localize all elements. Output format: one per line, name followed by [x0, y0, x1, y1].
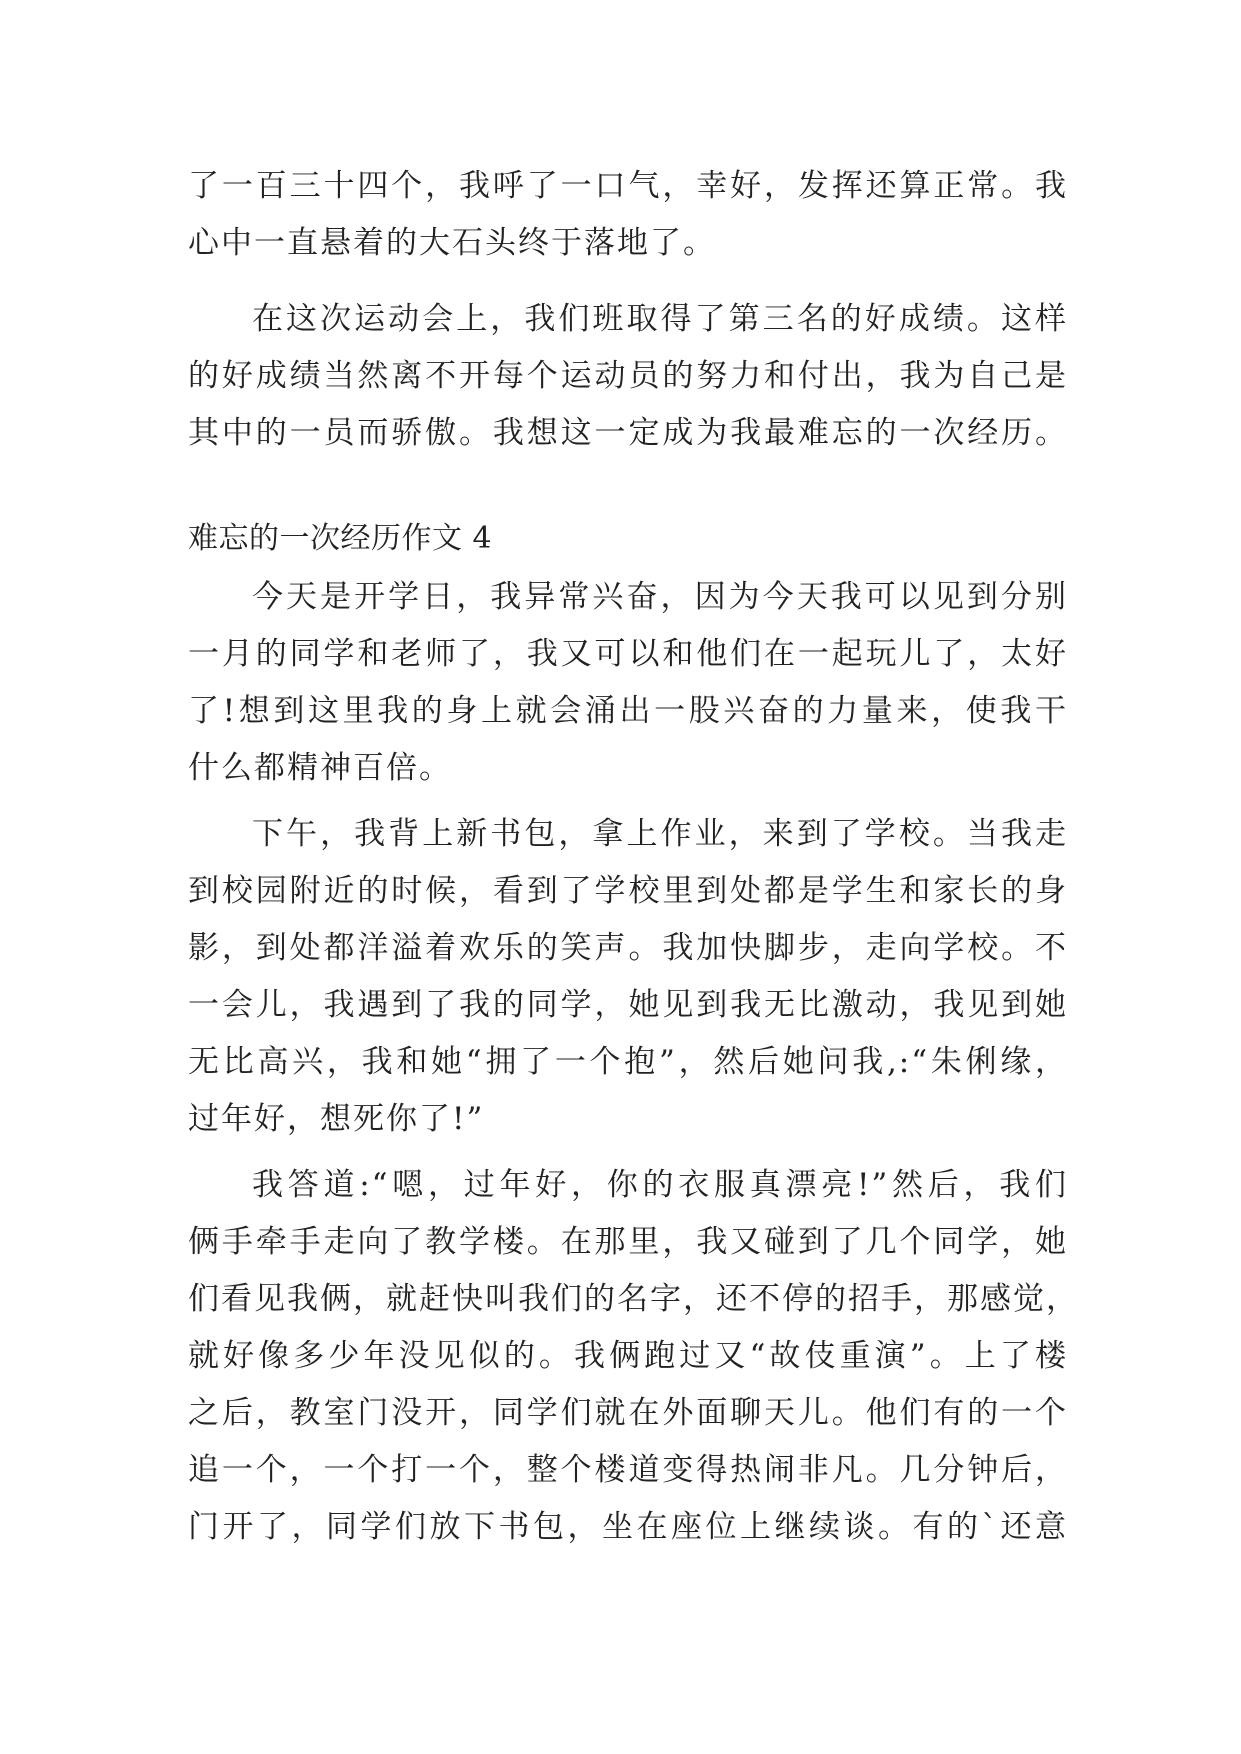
text-line: 一会儿，我遇到了我的同学，她见到我无比激动，我见到她	[188, 987, 1068, 1023]
text-line: 一月的同学和老师了，我又可以和他们在一起玩儿了，太好	[188, 636, 1068, 672]
text-line: 到校园附近的时候，看到了学校里到处都是学生和家长的身	[188, 873, 1068, 909]
paragraph-first-line: 我答道:“嗯，过年好，你的衣服真漂亮!”然后，我们	[252, 1167, 1068, 1203]
text-line: 什么都精神百倍。	[188, 750, 452, 786]
text-line: 的好成绩当然离不开每个运动员的努力和付出，我为自己是	[188, 358, 1068, 394]
text-line: 了一百三十四个，我呼了一口气，幸好，发挥还算正常。我	[188, 168, 1068, 204]
text-line: 了!想到这里我的身上就会涌出一股兴奋的力量来，使我干	[188, 693, 1068, 729]
text-line: 心中一直悬着的大石头终于落地了。	[188, 225, 716, 261]
paragraph-first-line: 今天是开学日，我异常兴奋，因为今天我可以见到分别	[252, 579, 1068, 615]
section-title: 难忘的一次经历作文 4	[188, 521, 493, 556]
text-line: 其中的一员而骄傲。我想这一定成为我最难忘的一次经历。	[188, 415, 1068, 451]
text-line: 就好像多少年没见似的。我俩跑过又“故伎重演”。上了楼	[188, 1338, 1068, 1374]
text-line: 过年好，想死你了!”	[188, 1101, 485, 1137]
text-line: 俩手牵手走向了教学楼。在那里，我又碰到了几个同学，她	[188, 1224, 1068, 1260]
text-line: 影，到处都洋溢着欢乐的笑声。我加快脚步，走向学校。不	[188, 930, 1068, 966]
paragraph-first-line: 下午，我背上新书包，拿上作业，来到了学校。当我走	[252, 816, 1068, 852]
text-line: 门开了，同学们放下书包，坐在座位上继续谈。有的`还意	[188, 1509, 1068, 1545]
text-line: 们看见我俩，就赶快叫我们的名字，还不停的招手，那感觉，	[188, 1281, 1079, 1317]
text-line: 追一个，一个打一个，整个楼道变得热闹非凡。几分钟后，	[188, 1452, 1068, 1488]
text-line: 无比高兴，我和她“拥了一个抱”，然后她问我,:“朱俐缘，	[188, 1044, 1068, 1080]
paragraph-first-line: 在这次运动会上，我们班取得了第三名的好成绩。这样	[252, 301, 1068, 337]
text-line: 之后，教室门没开，同学们就在外面聊天儿。他们有的一个	[188, 1395, 1068, 1431]
